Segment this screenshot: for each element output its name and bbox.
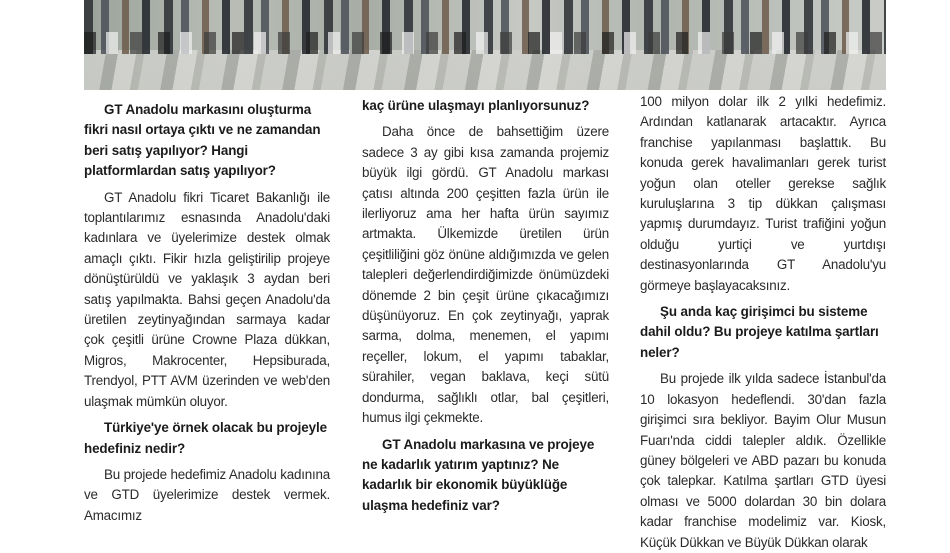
answer-paragraph-continued: 100 milyon dolar ilk 2 yılki hedefimiz. Ardından katlanarak artacaktır. Ayrıca franchise yapılanması başlattık. Bu konuda gerek havalimanları gerek turist yoğun olan oteller gerekse sağlık kuruluşlarına 3 tip dükkan çalışması yapmış durumdayız. Turist trafiğini yoğun olduğu yurtiçi ve yurtdışı destinasyonlarında GT Anadolu'yu görmeye başlayacaksınız. [640, 94, 886, 293]
article-column-3 [640, 92, 886, 553]
question-heading: Türkiye'ye örnek olacak bu projeyle hedefiniz nedir? [84, 420, 327, 456]
photo-ground [84, 50, 886, 90]
answer-paragraph: Bu projede hedefimiz Anadolu kadınına ve GTD üyelerimize destek vermek. Amacımız [84, 466, 330, 523]
photo-people-shoes [84, 32, 886, 54]
question-heading: GT Anadolu markasını oluşturma fikri nasıl ortaya çıktı ve ne zamandan beri satış yapılıyor? Hangi platformlardan satış yapılıyor? [84, 102, 321, 179]
question-heading: GT Anadolu markasına ve projeye ne kadarlık yatırım yaptınız? Ne kadarlık bir ekonomik büyüklüğe ulaşma hedefiniz var? [362, 436, 595, 513]
article-column-1 [84, 100, 330, 526]
question-heading-continued: kaç ürüne ulaşmayı planlıyorsunuz? [362, 98, 590, 113]
answer-paragraph: GT Anadolu fikri Ticaret Bakanlığı ile toplantılarımız esnasında Anadolu'daki kadınlara ve üyelerimize destek olmak amaçlı çıktı. Fikir hızla geliştirilip projeye dönüştürüldü ve yaklaşık 3 aydan beri satış yapılmakta. Bahsi geçen Anadolu'da üretilen zeytinyağından sarmaya kadar çok çeşitli ürüne Crowne Plaza dükkan, Migros, Makrocenter, Hepsiburada, Trendyol, PTT AVM üzerinden ve web'den ulaşmak mümkün oluyor. [84, 189, 330, 409]
article-column-2 [362, 96, 609, 516]
answer-paragraph: Bu projede ilk yılda sadece İstanbul'da 10 lokasyon hedeflendi. 30'dan fazla girişimci sıra bekliyor. Bayim Olur Musun Fuarı'nda ciddi talepler aldık. Özellikle güney bölgeleri ve ABD pazarı bu konuda çok talepkar. Katılma şartları GTD üyesi olması ve 5000 dolardan 30 bin dolara kadar franchise modelimiz var. Kiosk, Küçük Dükkan ve Büyük Dükkan olarak [640, 371, 886, 550]
answer-paragraph: Daha önce de bahsettiğim üzere sadece 3 ay gibi kısa zamanda projemiz büyük ilgi gördü. GT Anadolu markası çatısı altında 200 çeşitten fazla ürün ile ilerliyoruz ama her hafta ürün sayımız artmakta. Ülkemizde üretilen ürün çeşitliliğini göz önüne aldığımızda ve gelen talepleri değerlendirdiğimizde önümüzdeki dönemde 2 bin çeşit ürüne çıkacağımızı düşünüyoruz. En çok zeytinyağı, yaprak sarma, dolma, menemen, el yapımı reçeller, lokum, el yapımı tabaklar, sürahiler, vegan baklava, keçi sütü dondurma, sağlıklı otlar, bal çeşitleri, humus ilgi çekmekte. [362, 124, 609, 426]
question-heading: Şu anda kaç girişimci bu sisteme dahil oldu? Bu projeye katılma şartları neler? [640, 304, 879, 360]
group-photo [84, 0, 886, 90]
